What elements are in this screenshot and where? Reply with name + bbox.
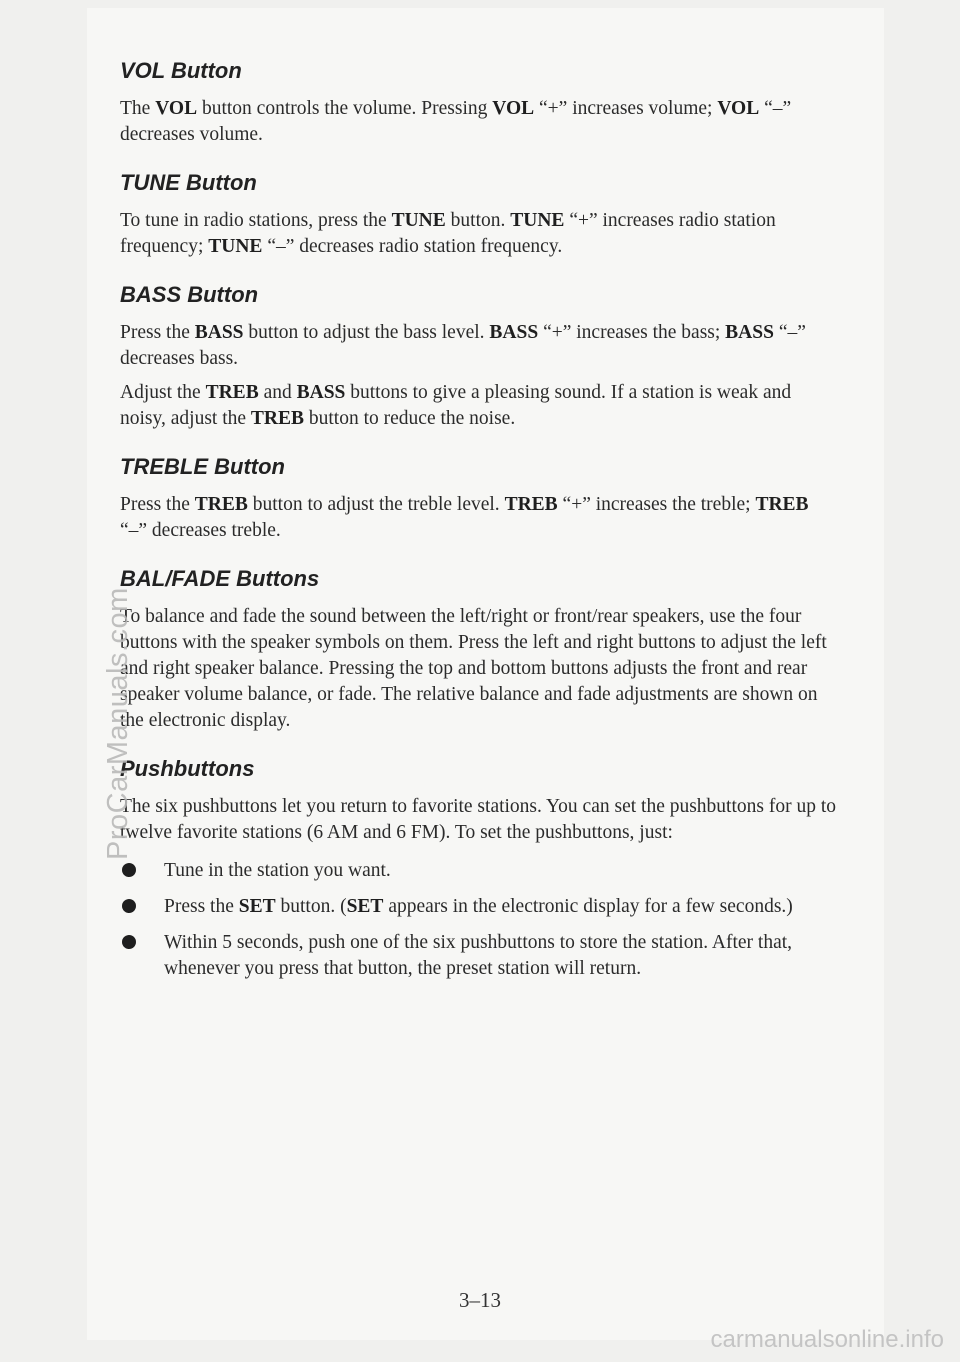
heading-treble-button: TREBLE Button <box>120 454 285 479</box>
pushbuttons-steps-list <box>120 858 840 982</box>
paragraph-treble: Press the TREB button to adjust the treble level. TREB “+” increases the treble; TREB “–” decreases treble. <box>120 494 809 541</box>
list-item: Press the SET button. (SET appears in the electronic display for a few seconds.) <box>164 896 793 917</box>
section-treble-button <box>120 454 840 544</box>
section-tune-button <box>120 170 840 260</box>
list-item: Within 5 seconds, push one of the six pushbuttons to store the station. After that, whenever you press that button, the preset station will return. <box>164 932 793 979</box>
heading-bal-fade-buttons: BAL/FADE Buttons <box>120 566 320 591</box>
paragraph-tune: To tune in radio stations, press the TUNE button. TUNE “+” increases radio station frequency; TUNE “–” decreases radio station frequency. <box>120 210 776 257</box>
heading-tune-button: TUNE Button <box>120 170 257 195</box>
paragraph-bass-2: Adjust the TREB and BASS buttons to give a pleasing sound. If a station is weak and noisy, adjust the TREB button to reduce the noise. <box>120 382 792 429</box>
paragraph-bal-fade: To balance and fade the sound between the left/right or front/rear speakers, use the four buttons with the speaker symbols on them. Press the left and right buttons to adjust the left and right speaker balance. Pressing the top and bottom buttons adjusts the front and rear speaker volume balance, or fade. The relative balance and fade adjustments are shown on the electronic display. <box>120 606 827 731</box>
heading-bass-button: BASS Button <box>120 282 259 307</box>
paragraph-bass-1: Press the BASS button to adjust the bass level. BASS “+” increases the bass; BASS “–” decreases bass. <box>120 322 806 369</box>
page-number: 3–13 <box>459 1288 501 1312</box>
heading-pushbuttons: Pushbuttons <box>120 756 255 781</box>
section-bal-fade-buttons <box>120 566 840 734</box>
section-vol-button <box>120 58 840 148</box>
paragraph-vol: The VOL button controls the volume. Pressing VOL “+” increases volume; VOL “–” decreases volume. <box>120 98 792 145</box>
list-item: Tune in the station you want. <box>164 860 391 881</box>
paragraph-pushbuttons: The six pushbuttons let you return to favorite stations. You can set the pushbuttons for up to twelve favorite stations (6 AM and 6 FM). To set the pushbuttons, just: <box>120 796 837 843</box>
page-content <box>120 58 840 1004</box>
watermark-procarmanuals: ProCarManuals.com <box>102 587 134 860</box>
section-pushbuttons <box>120 756 840 982</box>
watermark-carmanualsonline: carmanualsonline.info <box>710 1326 944 1353</box>
section-bass-button <box>120 282 840 432</box>
heading-vol-button: VOL Button <box>120 58 242 83</box>
